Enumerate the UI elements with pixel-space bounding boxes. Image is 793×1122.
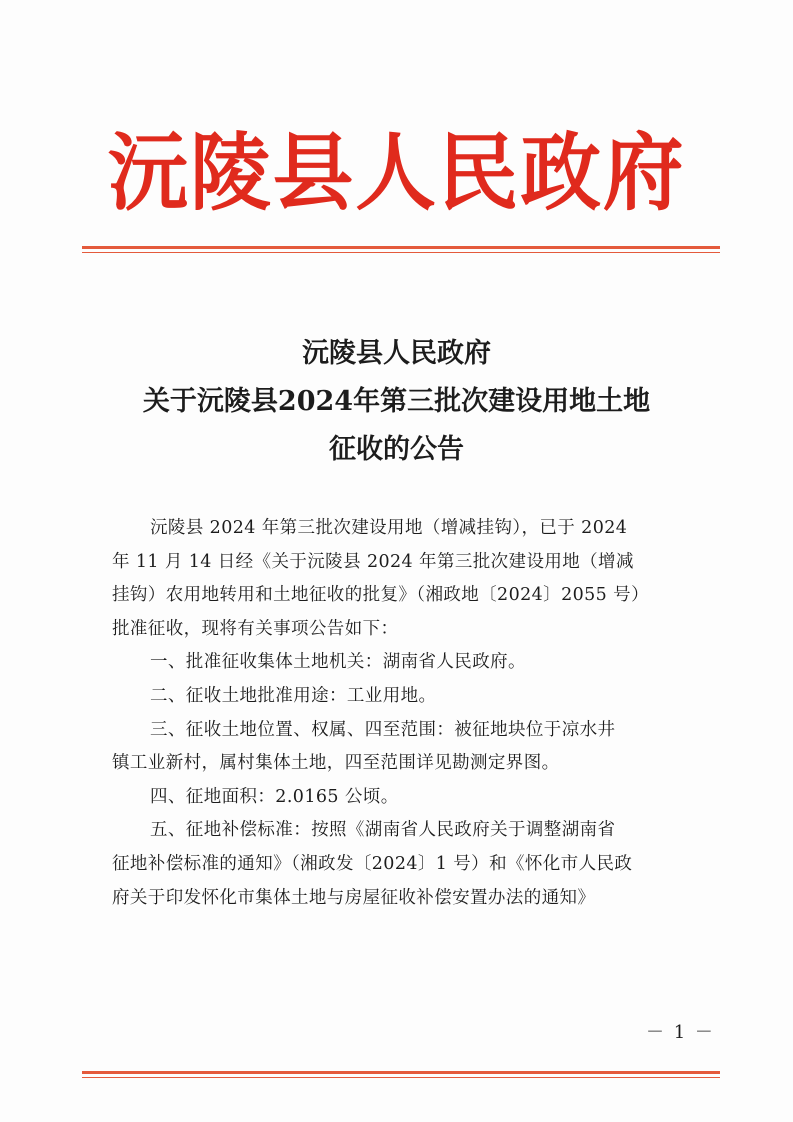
body-line: 征地补偿标准的通知》（湘政发〔2024〕1 号）和《怀化市人民政 bbox=[112, 853, 633, 874]
announcement-title bbox=[0, 330, 793, 474]
body-line: 挂钩）农用地转用和土地征收的批复》（湘政地〔2024〕2055 号） bbox=[112, 585, 649, 606]
item-approved-use: 二、征收土地批准用途：工业用地。 bbox=[150, 685, 437, 706]
body-line: 镇工业新村，属村集体土地，四至范围详见勘测定界图。 bbox=[112, 753, 560, 774]
title-line-1: 沅陵县人民政府 bbox=[302, 338, 491, 369]
announcement-body bbox=[112, 512, 692, 915]
item-compensation-standard: 五、征地补偿标准：按照《湖南省人民政府关于调整湖南省 bbox=[150, 820, 616, 841]
item-land-area: 四、征地面积：2.0165 公顷。 bbox=[150, 786, 399, 807]
footer-divider-thick bbox=[82, 1071, 720, 1074]
title-line-2: 关于沅陵县2024年第三批次建设用地土地 bbox=[142, 386, 651, 417]
item-approval-authority: 一、批准征收集体土地机关：湖南省人民政府。 bbox=[150, 652, 526, 673]
body-line: 沅陵县 2024 年第三批次建设用地（增减挂钩），已于 2024 bbox=[150, 518, 628, 538]
body-line: 批准征收，现将有关事项公告如下： bbox=[112, 618, 399, 639]
masthead-title: 沅陵县人民政府 bbox=[107, 124, 686, 222]
body-line: 年 11 月 14 日经《关于沅陵县 2024 年第三批次建设用地（增减 bbox=[112, 551, 634, 572]
title-line-3: 征收的公告 bbox=[329, 434, 464, 465]
item-location-scope: 三、征收土地位置、权属、四至范围：被征地块位于凉水井 bbox=[150, 719, 616, 740]
body-line: 府关于印发怀化市集体土地与房屋征收补偿安置办法的通知》 bbox=[112, 887, 596, 908]
masthead-divider-thin bbox=[82, 252, 720, 253]
masthead-divider-thick bbox=[82, 246, 720, 249]
footer-divider-thin bbox=[82, 1077, 720, 1078]
page-number: － 1 － bbox=[646, 1022, 715, 1043]
